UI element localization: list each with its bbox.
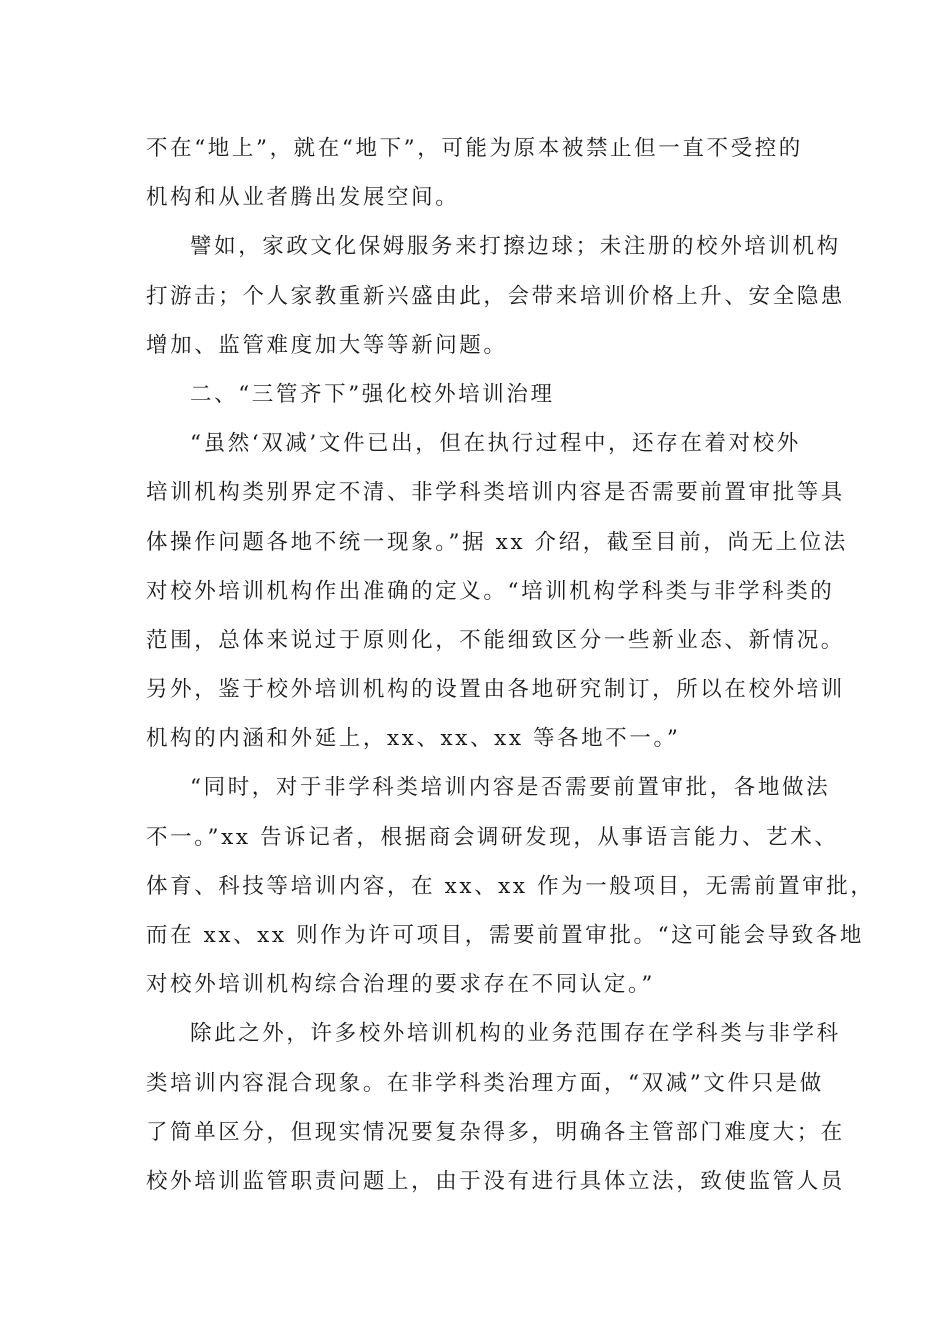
- text-line: 范围，总体来说过于原则化，不能细致区分一些新业态、新情况。: [146, 627, 845, 653]
- text-line: 增加、监管难度加大等等新问题。: [146, 332, 508, 358]
- text-line: 不一。”xx 告诉记者，根据商会调研发现，从事语言能力、艺术、: [146, 824, 839, 850]
- text-line: 培训机构类别界定不清、非学科类培训内容是否需要前置审批等具: [146, 480, 845, 506]
- text-line: 机构和从业者腾出发展空间。: [146, 185, 460, 211]
- text-line: 校外培训监管职责问题上，由于没有进行具体立法，致使监管人员: [146, 1168, 845, 1194]
- paragraph-first-line: “虽然‘双减’文件已出，但在执行过程中，还存在着对校外: [190, 431, 801, 457]
- text-line: 类培训内容混合现象。在非学科类治理方面，“双减”文件只是做: [146, 1070, 824, 1096]
- text-line: 另外，鉴于校外培训机构的设置由各地研究制订，所以在校外培训: [146, 677, 845, 703]
- text-line: 而在 xx、xx 则作为许可项目，需要前置审批。“这可能会导致各地: [146, 923, 864, 948]
- document-body: [146, 124, 875, 1206]
- text-line: 体操作问题各地不统一现象。”据 xx 介绍，截至目前，尚无上位法: [146, 529, 848, 555]
- paragraph-first-line: 譬如，家政文化保姆服务来打擦边球；未注册的校外培训机构: [190, 234, 841, 260]
- text-line: 了简单区分，但现实情况要复杂得多，明确各主管部门难度大；在: [146, 1119, 845, 1145]
- section-heading: 二、“三管齐下”强化校外培训治理: [190, 381, 555, 407]
- paragraph-first-line: “同时，对于非学科类培训内容是否需要前置审批，各地做法: [190, 775, 831, 801]
- text-line: 体育、科技等培训内容，在 xx、xx 作为一般项目，无需前置审批，: [146, 873, 875, 899]
- text-line: 机构的内涵和外延上，xx、xx、xx 等各地不一。”: [146, 726, 681, 752]
- text-line: 对校外培训机构综合治理的要求存在不同认定。”: [146, 972, 655, 998]
- text-line: 打游击；个人家教重新兴盛由此，会带来培训价格上升、安全隐患: [146, 283, 845, 309]
- text-line: 不在“地上”，就在“地下”，可能为原本被禁止但一直不受控的: [146, 136, 803, 161]
- text-line: 对校外培训机构作出准确的定义。“培训机构学科类与非学科类的: [146, 578, 835, 604]
- paragraph-first-line: 除此之外，许多校外培训机构的业务范围存在学科类与非学科: [190, 1021, 841, 1047]
